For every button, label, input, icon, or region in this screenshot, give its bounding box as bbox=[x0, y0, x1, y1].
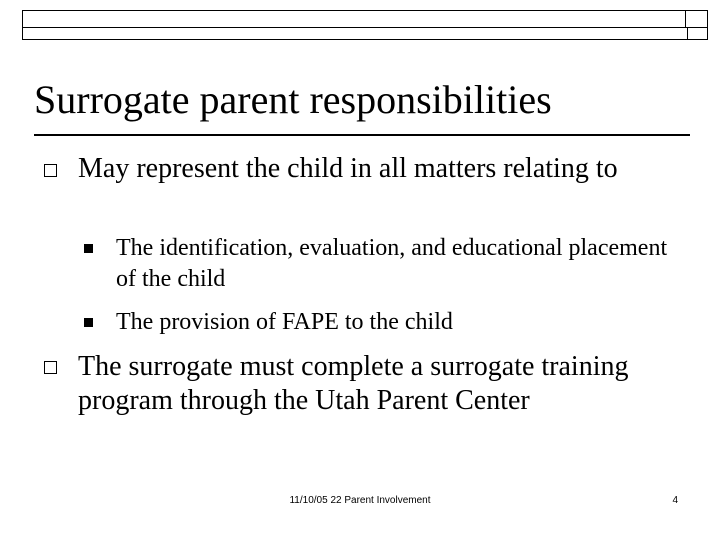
filled-square-bullet-icon bbox=[84, 318, 93, 327]
bullet-1-text: May represent the child in all matters relating to bbox=[78, 153, 618, 184]
band-main-box bbox=[22, 10, 686, 28]
slide-title: Surrogate parent responsibilities bbox=[34, 77, 552, 122]
band-side-box bbox=[686, 10, 708, 28]
page-number: 4 bbox=[672, 495, 678, 506]
sub-bullet-1-text: The identification, evaluation, and educational placement of the child bbox=[116, 235, 668, 292]
bullet-2-text: The surrogate must complete a surrogate training program through the Utah Parent Center bbox=[78, 351, 629, 416]
title-underline bbox=[34, 134, 690, 136]
footer-text: 11/10/05 22 Parent Involvement bbox=[289, 495, 431, 506]
band-stripe bbox=[22, 28, 708, 40]
filled-square-bullet-icon bbox=[84, 244, 93, 253]
hollow-square-bullet-icon bbox=[44, 361, 57, 374]
sub-bullet-2-text: The provision of FAPE to the child bbox=[116, 309, 453, 335]
top-decorative-band bbox=[22, 10, 708, 40]
hollow-square-bullet-icon bbox=[44, 164, 57, 177]
